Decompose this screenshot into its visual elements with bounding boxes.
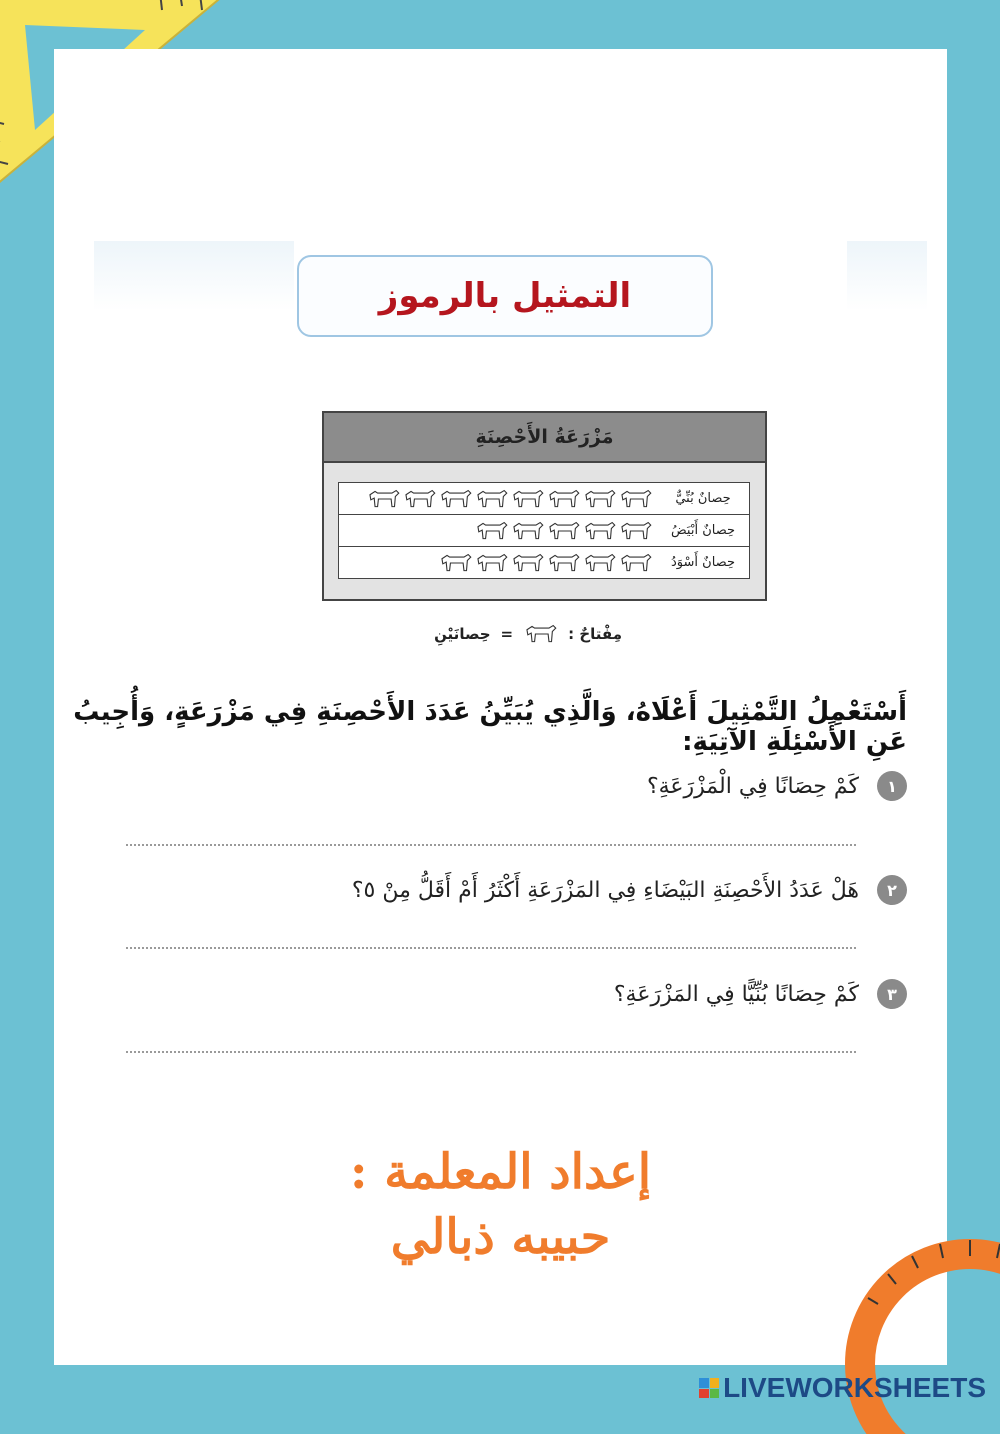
horse-icon bbox=[510, 520, 545, 542]
horse-icon bbox=[546, 488, 581, 510]
brand-logo[interactable] bbox=[699, 1372, 986, 1404]
worksheet-page bbox=[54, 49, 947, 1365]
horse-icon bbox=[510, 488, 545, 510]
horse-icon bbox=[474, 520, 509, 542]
horse-icon bbox=[546, 552, 581, 574]
horse-icon bbox=[618, 488, 653, 510]
horse-icon bbox=[618, 520, 653, 542]
pictograph-table bbox=[338, 482, 750, 579]
horse-icon bbox=[366, 488, 401, 510]
horse-icon bbox=[474, 488, 509, 510]
question-2 bbox=[87, 875, 907, 905]
pictograph-heading: مَزْرَعَةُ الأَحْصِنَةِ bbox=[324, 413, 765, 463]
question-3 bbox=[87, 979, 907, 1009]
answer-line-3[interactable] bbox=[126, 1051, 856, 1053]
horse-icon bbox=[510, 552, 545, 574]
question-text: كَمْ حِصَانًا بُنِّيًّا فِي المَزْرَعَةِ؟ bbox=[613, 981, 859, 1007]
answer-line-1[interactable] bbox=[126, 844, 856, 846]
key-equals: = bbox=[500, 625, 514, 643]
page-title: التمثيل بالرموز bbox=[378, 276, 632, 316]
row-label: حِصانٌ بُنِّيٌّ bbox=[675, 491, 731, 506]
pictograph-key bbox=[422, 619, 622, 649]
pictograph-row bbox=[339, 515, 749, 547]
question-text: هَلْ عَدَدُ الأَحْصِنَةِ البَيْضَاءِ فِي المَزْرَعَةِ أَكْثَرُ أَمْ أَقَلُّ مِنْ ٥؟ bbox=[351, 877, 859, 903]
horse-icon bbox=[402, 488, 437, 510]
horse-icon bbox=[546, 520, 581, 542]
brand-name: LIVEWORKSHEETS bbox=[723, 1372, 986, 1403]
question-number: ٢ bbox=[877, 875, 907, 905]
pictograph bbox=[322, 411, 767, 601]
horse-icon bbox=[582, 488, 617, 510]
pictograph-row bbox=[339, 483, 749, 515]
author-name: حبيبه ذبالي bbox=[390, 1209, 611, 1265]
row-label: حِصانٌ أَبْيَضُ bbox=[670, 523, 736, 538]
question-number: ٣ bbox=[877, 979, 907, 1009]
author-heading: إعداد المعلمة : bbox=[349, 1144, 652, 1200]
protractor-decoration bbox=[840, 1234, 1000, 1434]
brand-mark-icon bbox=[699, 1378, 719, 1398]
instruction-text: أَسْتَعْمِلُ التَّمْثِيلَ أَعْلَاهُ، وَالَّذِي يُبَيِّنُ عَدَدَ الأَحْصِنَةِ فِي مَزْرَعَةٍ، وَأُجِيبُ عَنِ الأَسْئِلَةِ الآتِيَةِ: bbox=[73, 697, 907, 757]
question-text: كَمْ حِصَانًا فِي الْمَزْرَعَةِ؟ bbox=[646, 773, 859, 799]
header-decoration bbox=[94, 241, 294, 311]
horse-icon bbox=[474, 552, 509, 574]
horse-icon bbox=[438, 552, 473, 574]
question-1 bbox=[87, 771, 907, 801]
horse-icon bbox=[618, 552, 653, 574]
row-label: حِصانٌ أَسْوَدُ bbox=[671, 555, 735, 570]
answer-line-2[interactable] bbox=[126, 947, 856, 949]
question-number: ١ bbox=[877, 771, 907, 801]
header-decoration bbox=[847, 241, 927, 311]
pictograph-row bbox=[339, 547, 749, 578]
horse-icon bbox=[582, 520, 617, 542]
key-value: حِصانَيْنِ bbox=[434, 625, 491, 643]
row-icons bbox=[339, 552, 657, 574]
row-icons bbox=[339, 520, 657, 542]
row-icons bbox=[339, 488, 657, 510]
horse-icon bbox=[582, 552, 617, 574]
key-label: مِفْتاحٌ : bbox=[568, 625, 622, 643]
horse-icon bbox=[523, 623, 558, 645]
horse-icon bbox=[438, 488, 473, 510]
title-box bbox=[297, 255, 713, 337]
